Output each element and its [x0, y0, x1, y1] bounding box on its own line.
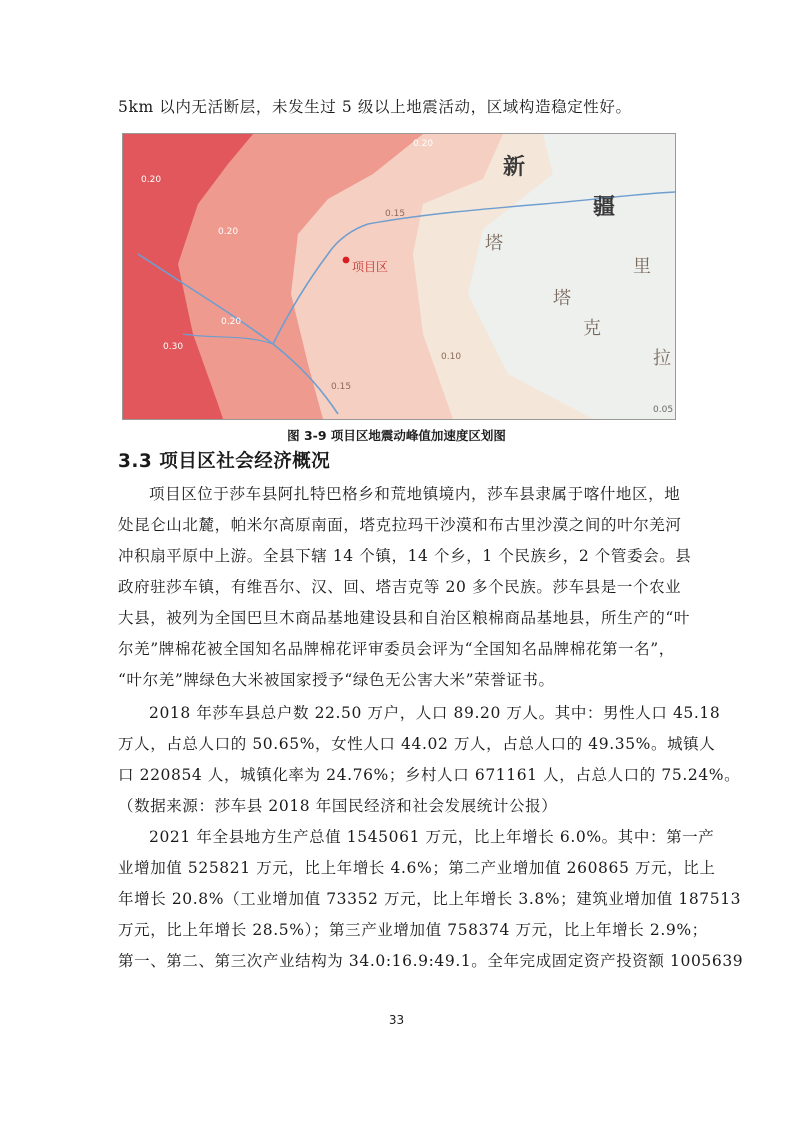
- text-line: 万元，比上年增长 28.5%）；第三产业增加值 758374 万元，比上年增长 2.9%；: [118, 921, 708, 939]
- map-graphic: [123, 134, 675, 419]
- text-line: 业增加值 525821 万元，比上年增长 4.6%；第二产业增加值 260865 万元，比上: [118, 859, 716, 877]
- contour-value: 0.15: [385, 209, 406, 219]
- text-line: 冲积扇平原中上游。全县下辖 14 个镇，14 个乡，1 个民族乡，2 个管委会。县: [118, 547, 692, 565]
- text-line: 第一、第二、第三次产业结构为 34.0:16.9:49.1。全年完成固定资产投资额 1005639: [118, 952, 744, 970]
- text-line: 2018 年莎车县总户数 22.50 万户，人口 89.20 万人。其中：男性人口 45.18: [149, 704, 721, 722]
- contour-value: 0.20: [218, 227, 239, 237]
- text-line: 万人，占总人口的 50.65%，女性人口 44.02 万人，占总人口的 49.35%。城镇人: [118, 735, 716, 753]
- contour-value: 0.20: [413, 139, 434, 149]
- section-heading: 3.3 项目区社会经济概况: [118, 451, 331, 472]
- project-area-marker: [343, 257, 350, 264]
- intro-line: 5km 以内无活断层，未发生过 5 级以上地震活动，区域构造稳定性好。: [118, 98, 632, 116]
- contour-value: 0.10: [441, 352, 462, 362]
- text-line: 处昆仑山北麓，帕米尔高原南面，塔克拉玛干沙漠和布古里沙漠之间的叶尔羌河: [118, 516, 682, 534]
- project-area-label: 项目区: [352, 260, 389, 274]
- region-label-la: 拉: [653, 348, 671, 369]
- region-label-ta2: 塔: [553, 288, 571, 309]
- text-line: “叶尔羌”牌绿色大米被国家授予“绿色无公害大米”荣誉证书。: [118, 671, 555, 689]
- contour-value: 0.20: [141, 175, 162, 185]
- text-line: 口 220854 人，城镇化率为 24.76%；乡村人口 671161 人，占总人口的 75.24%。: [118, 766, 741, 784]
- text-line: （数据来源：莎车县 2018 年国民经济和社会发展统计公报）: [118, 797, 558, 815]
- figure-caption: 图 3-9 项目区地震动峰值加速度区划图: [287, 428, 506, 443]
- region-label-ke: 克: [583, 318, 601, 339]
- text-line: 尔羌”牌棉花被全国知名品牌棉花评审委员会评为“全国知名品牌棉花第一名”，: [118, 640, 675, 658]
- contour-value: 0.20: [221, 317, 242, 327]
- contour-value: 0.05: [653, 405, 674, 415]
- contour-value: 0.30: [163, 342, 184, 352]
- region-label-ta: 塔: [485, 233, 503, 254]
- text-line: 年增长 20.8%（工业增加值 73352 万元，比上年增长 3.8%；建筑业增加值 187513: [118, 890, 742, 908]
- contour-value: 0.15: [331, 382, 352, 392]
- text-line: 项目区位于莎车县阿扎特巴格乡和荒地镇境内，莎车县隶属于喀什地区，地: [149, 485, 681, 503]
- region-label-li: 里: [633, 256, 651, 277]
- region-label-jiang: 疆: [593, 195, 616, 220]
- text-line: 政府驻莎车镇，有维吾尔、汉、回、塔吉克等 20 多个民族。莎车县是一个农业: [118, 578, 682, 596]
- text-line: 2021 年全县地方生产总值 1545061 万元，比上年增长 6.0%。其中：第一产: [149, 828, 715, 846]
- page-number: 33: [388, 1013, 405, 1027]
- seismic-zoning-map: [122, 133, 676, 420]
- text-line: 大县，被列为全国巴旦木商品基地建设县和自治区粮棉商品基地县，所生产的“叶: [118, 609, 691, 627]
- region-label-xin: 新: [503, 155, 526, 180]
